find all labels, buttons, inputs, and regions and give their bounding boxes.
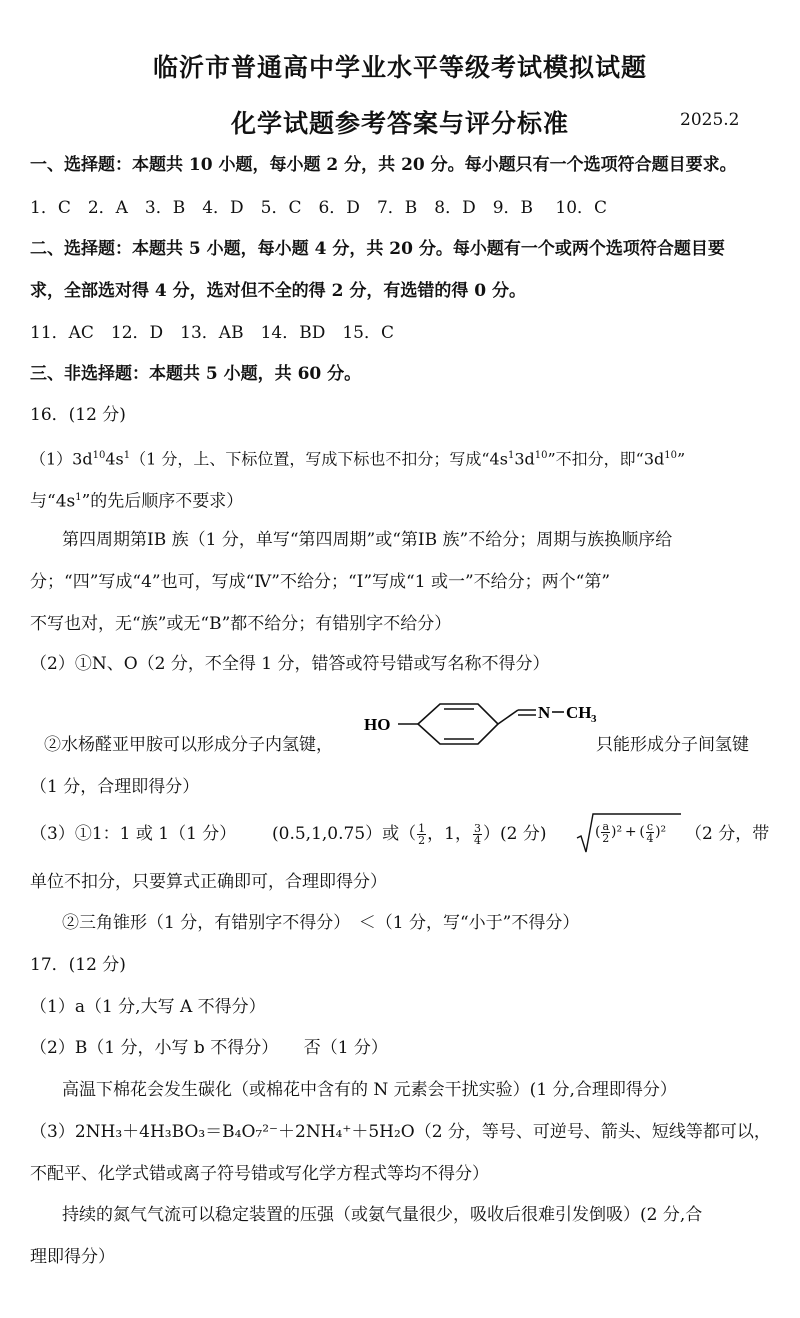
q16-part2-line2a: ②水杨醛亚甲胺可以形成分子内氢键， bbox=[44, 735, 333, 755]
q16-part3-line2: 单位不扣分，只要算式正确即可，合理即得分） bbox=[30, 872, 387, 892]
chem-n-label: N bbox=[538, 703, 551, 722]
chem-ch3-label: CH bbox=[566, 703, 592, 722]
section3-heading: 三、非选择题：本题共 5 小题，共 60 分。 bbox=[30, 364, 362, 384]
q16-part1b-line3: 不写也对，无“族”或无“B”都不给分；有错别字不给分） bbox=[30, 614, 452, 634]
section2-answers: 11．AC 12．D 13．AB 14．BD 15．C bbox=[30, 323, 394, 343]
q17-part2b: 高温下棉花会发生碳化（或棉花中含有的 N 元素会干扰实验）(1 分,合理即得分） bbox=[62, 1080, 677, 1100]
q16-part3-e: （2 分，带 bbox=[685, 824, 770, 844]
benzene-ring bbox=[418, 704, 498, 744]
q16-part2-line3: （1 分，合理即得分） bbox=[30, 777, 200, 797]
q16-part1b-line2: 分；“四”写成“4”也可，写成“Ⅳ”不给分；“Ⅰ”写成“1 或一”不给分；两个“第” bbox=[30, 572, 611, 592]
q17-part3b-line2: 理即得分） bbox=[30, 1247, 115, 1267]
q16-part3-a: （3）①1：1 或 1（1 分） bbox=[30, 824, 237, 844]
chem-ho-label: HO bbox=[364, 715, 391, 734]
q17-part2: （2）B（1 分，小写 b 不得分） 否（1 分） bbox=[30, 1038, 388, 1058]
q17-part3-line2: 不配平、化学式错或离子符号错或写化学方程式等均不得分） bbox=[30, 1164, 489, 1184]
page-subtitle: 化学试题参考答案与评分标准 bbox=[230, 109, 569, 138]
q16-part1-line1: $(1)3d^{10}4s^1(1$ 分，上、下标位置，写成下标也不扣分；写成“$4s^13d^{10}$”不扣分，即“$3d^{10}$” bbox=[30, 449, 686, 469]
chem-ch3-subscript: 3 bbox=[591, 713, 597, 725]
fraction-1-2: $\frac{1}{2}$ bbox=[418, 822, 426, 847]
q17-part1: （1）a（1 分,大写 A 不得分） bbox=[30, 997, 266, 1017]
q16-part2-line2b: 只能形成分子间氢键 bbox=[596, 735, 749, 755]
page-title: 临沂市普通高中学业水平等级考试模拟试题 bbox=[152, 53, 647, 82]
q16-part2-line1: （2）①N、O（2 分，不全得 1 分，错答或符号错或写名称不得分） bbox=[30, 654, 550, 674]
q16-title: 16．(12 分) bbox=[30, 405, 126, 425]
section1-heading: 一、选择题：本题共 10 小题，每小题 2 分，共 20 分。每小题只有一个选项符合题目要求。 bbox=[30, 155, 737, 175]
q17-part3-line1: （3）2NH₃＋4H₃BO₃＝B₄O₇²⁻＋2NH₄⁺＋5H₂O（2 分，等号、可逆号、箭头、短线等都可以， bbox=[30, 1122, 771, 1142]
q16-part1b-line1: 第四周期第IB 族（1 分，单写“第四周期”或“第ⅠB 族”不给分；周期与族换顺序给 bbox=[62, 530, 673, 550]
q16-part3-coords: (0.5,1,0.75）或（ $\frac{1}{2}$ ，1， $\frac{3}{4}$ ）(2 分) bbox=[272, 822, 547, 847]
q16-part1-line2: 与“$4s^1$”的先后顺序不要求） bbox=[30, 491, 244, 512]
q17-part3b-line1: 持续的氮气气流可以稳定装置的压强（或氨气量很少，吸收后很难引发倒吸）(2 分,合 bbox=[62, 1205, 703, 1225]
section2-heading-line2: 求，全部选对得 4 分，选对但不全的得 2 分，有选错的得 0 分。 bbox=[30, 281, 526, 301]
q16-part3-line3: ②三角锥形（1 分，有错别字不得分） ＜（1 分，写“小于”不得分） bbox=[62, 913, 580, 933]
date: 2025.2 bbox=[680, 110, 740, 130]
section2-heading-line1: 二、选择题：本题共 5 小题，每小题 4 分，共 20 分。每小题有一个或两个选项符合题目要 bbox=[30, 239, 725, 259]
section1-answers: 1．C 2．A 3．B 4．D 5．C 6．D 7．B 8．D 9．B 10．C bbox=[30, 198, 608, 218]
fraction-3-4: $\frac{3}{4}$ bbox=[473, 822, 481, 847]
chemical-structure bbox=[360, 690, 610, 760]
q17-title: 17．(12 分) bbox=[30, 955, 126, 975]
